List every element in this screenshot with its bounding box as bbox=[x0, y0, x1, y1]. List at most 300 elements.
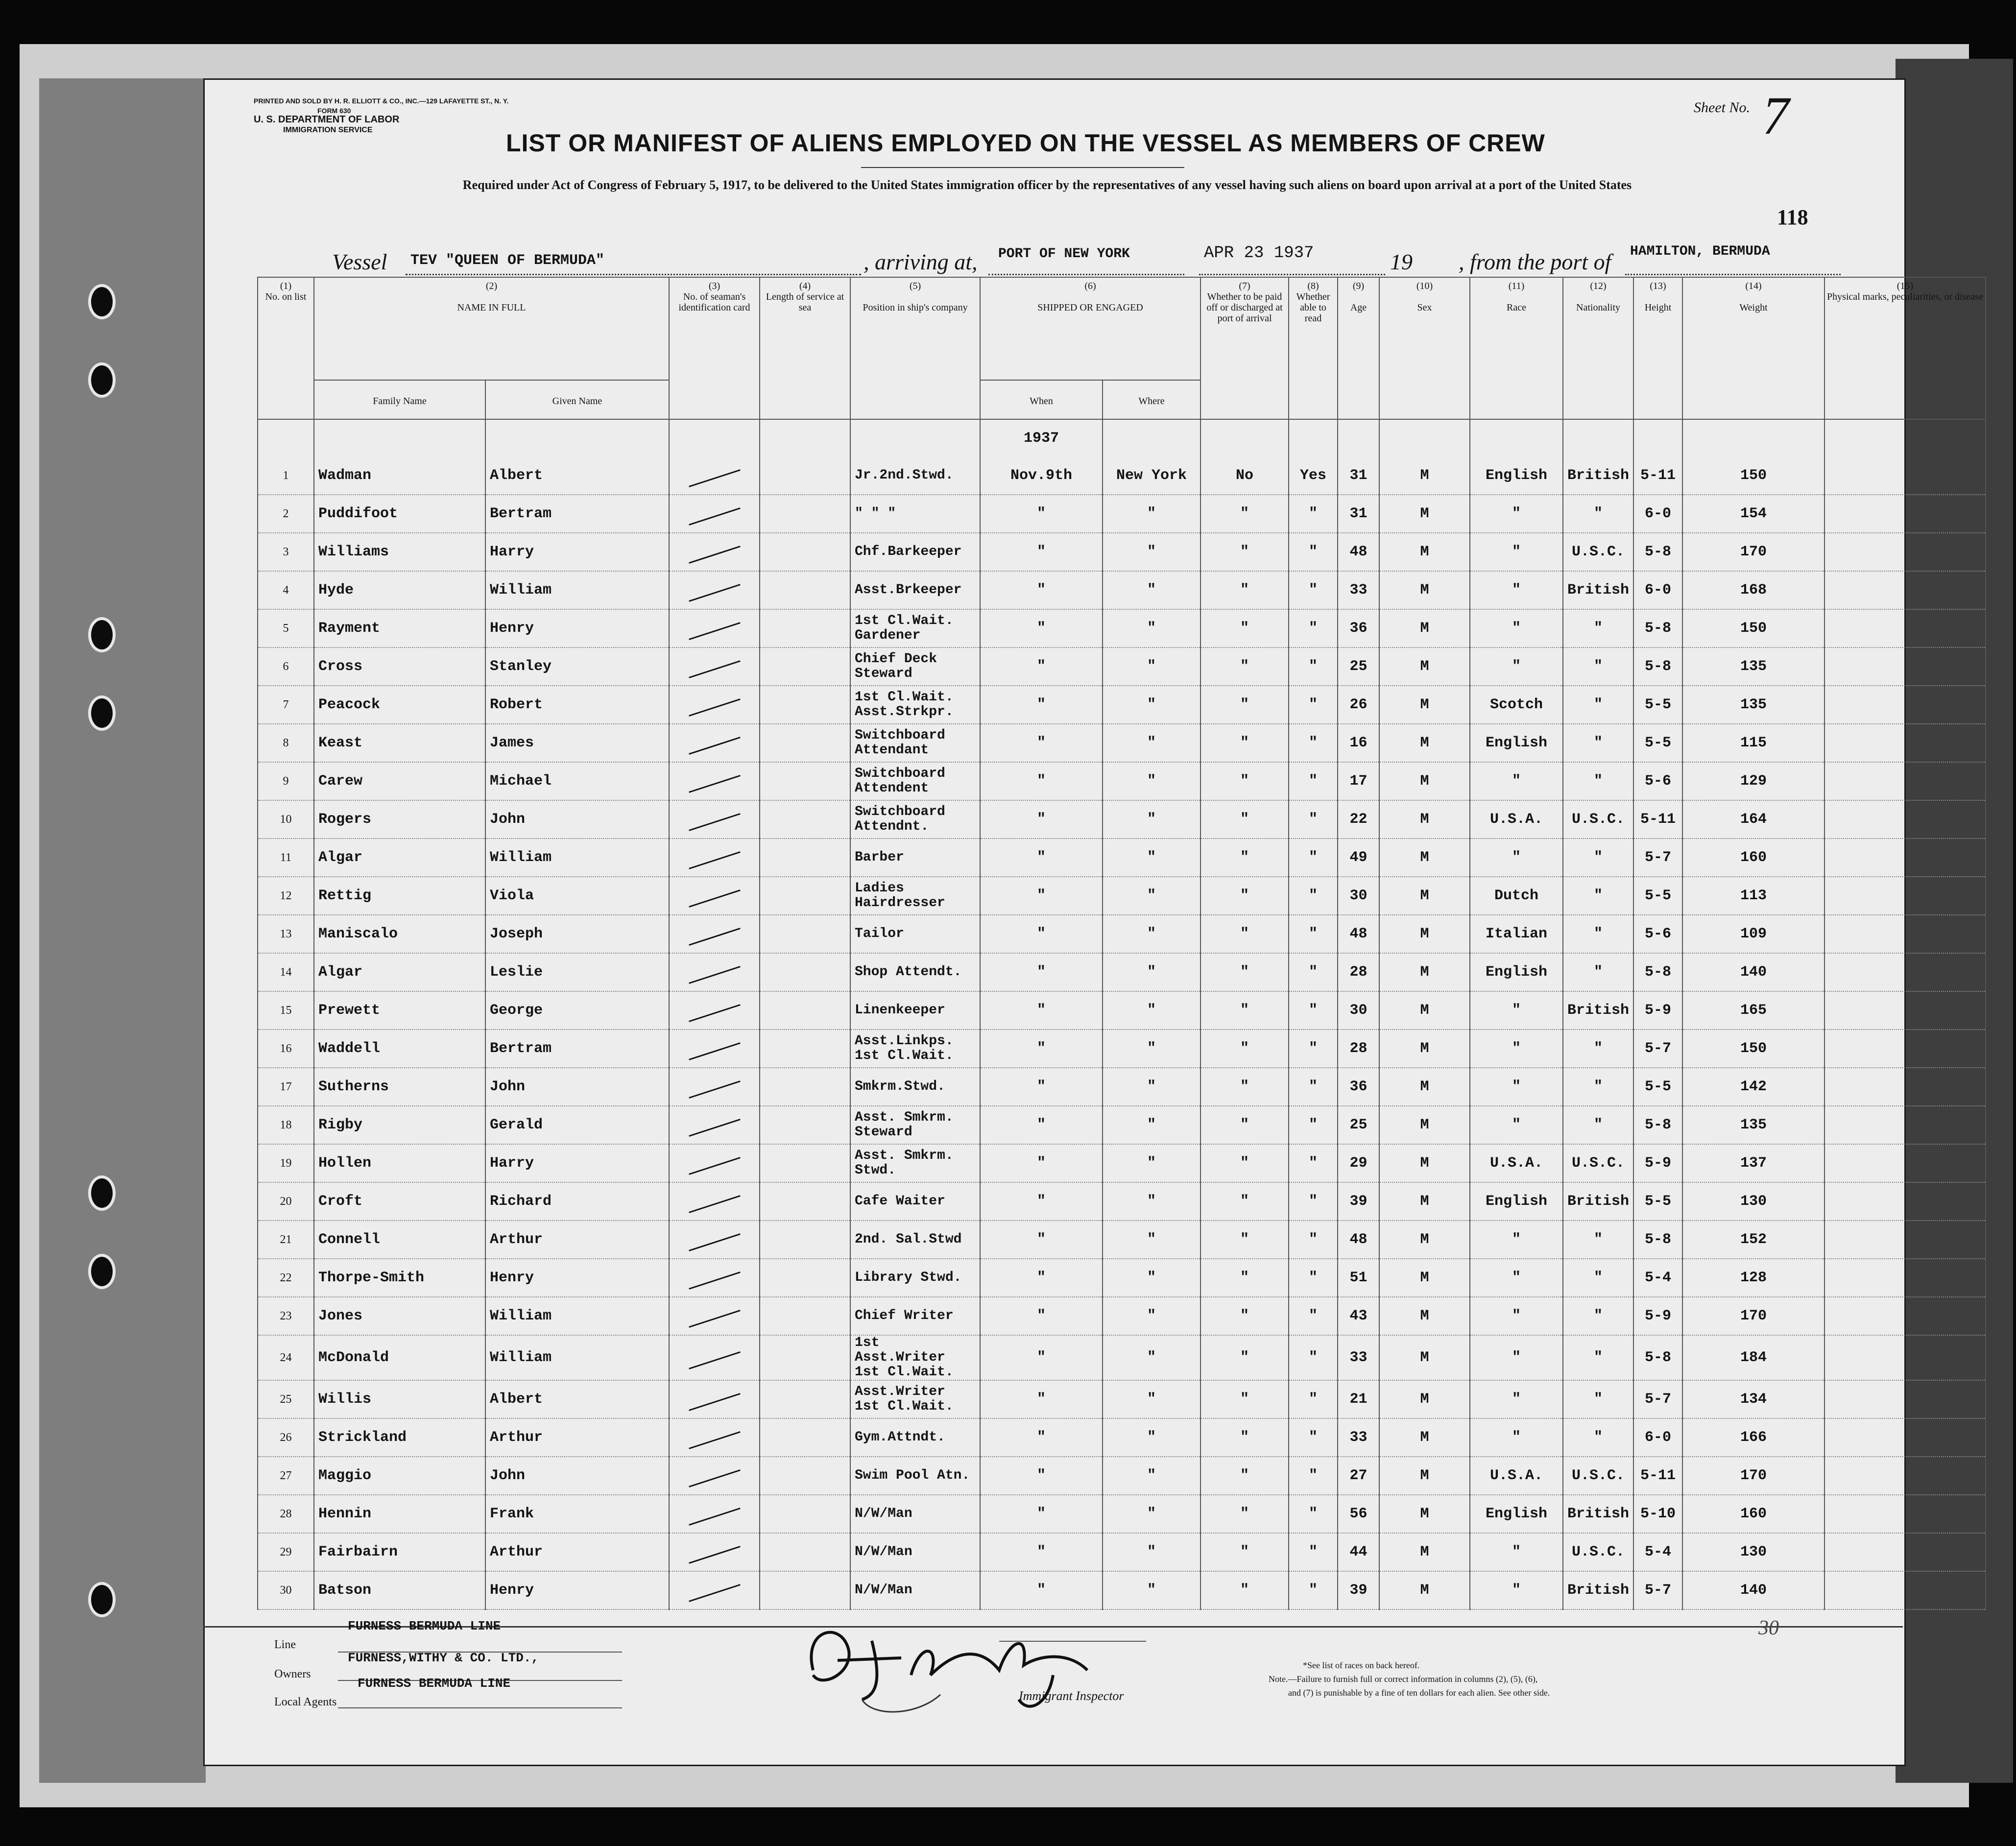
position: Swim Pool Atn. bbox=[850, 1457, 980, 1495]
sex: M bbox=[1379, 1221, 1470, 1259]
age: 48 bbox=[1338, 533, 1379, 571]
id-card-mark bbox=[669, 495, 760, 533]
nationality: " bbox=[1563, 686, 1633, 724]
row-number: 20 bbox=[258, 1182, 314, 1221]
stamp-number: 118 bbox=[1777, 205, 1808, 229]
service-length bbox=[760, 1221, 850, 1259]
position: Gym.Attndt. bbox=[850, 1418, 980, 1457]
service-length bbox=[760, 800, 850, 839]
paid-off: " bbox=[1200, 915, 1289, 953]
check-stroke bbox=[689, 889, 741, 908]
col-position-header: (5) Position in ship's company bbox=[850, 277, 980, 419]
table-row bbox=[258, 724, 1986, 762]
race: English bbox=[1470, 953, 1563, 991]
shipped-where: " bbox=[1103, 1380, 1200, 1418]
shipped-when: " bbox=[980, 1259, 1103, 1297]
crew-rows bbox=[258, 419, 1986, 1609]
nationality: British bbox=[1563, 457, 1633, 495]
nationality: British bbox=[1563, 1182, 1633, 1221]
shipped-when: " bbox=[980, 571, 1103, 609]
age: 36 bbox=[1338, 609, 1379, 647]
given-name: George bbox=[485, 991, 669, 1030]
weight: 140 bbox=[1682, 953, 1824, 991]
weight: 170 bbox=[1682, 1297, 1824, 1335]
race: " bbox=[1470, 1297, 1563, 1335]
id-card-mark bbox=[669, 1418, 760, 1457]
physical-marks bbox=[1824, 533, 1986, 571]
age: 39 bbox=[1338, 1571, 1379, 1609]
service-length bbox=[760, 1380, 850, 1418]
height: 5-5 bbox=[1633, 1068, 1682, 1106]
shipped-where: " bbox=[1103, 1335, 1200, 1380]
check-stroke bbox=[689, 1195, 741, 1213]
paid-off: " bbox=[1200, 1259, 1289, 1297]
id-card-mark bbox=[669, 915, 760, 953]
paid-off: " bbox=[1200, 991, 1289, 1030]
able-to-read: " bbox=[1289, 1495, 1338, 1533]
service-length bbox=[760, 609, 850, 647]
service-length bbox=[760, 1335, 850, 1380]
physical-marks bbox=[1824, 724, 1986, 762]
service-length bbox=[760, 647, 850, 686]
race: Dutch bbox=[1470, 877, 1563, 915]
able-to-read: " bbox=[1289, 1418, 1338, 1457]
able-to-read: " bbox=[1289, 1106, 1338, 1144]
check-stroke bbox=[689, 737, 741, 755]
shipped-where: " bbox=[1103, 953, 1200, 991]
family-name: Carew bbox=[314, 762, 485, 800]
row-number: 25 bbox=[258, 1380, 314, 1418]
arrival-date: APR 23 1937 bbox=[1204, 244, 1314, 263]
age: 28 bbox=[1338, 1030, 1379, 1068]
able-to-read: " bbox=[1289, 1182, 1338, 1221]
physical-marks bbox=[1824, 915, 1986, 953]
row-number: 28 bbox=[258, 1495, 314, 1533]
weight: 160 bbox=[1682, 839, 1824, 877]
physical-marks bbox=[1824, 609, 1986, 647]
nationality: " bbox=[1563, 1030, 1633, 1068]
table-row bbox=[258, 647, 1986, 686]
arriving-label: , arriving at, bbox=[864, 249, 978, 274]
family-name: Willis bbox=[314, 1380, 485, 1418]
service-length bbox=[760, 1457, 850, 1495]
id-card-mark bbox=[669, 1068, 760, 1106]
id-card-mark bbox=[669, 1571, 760, 1609]
able-to-read: " bbox=[1289, 1457, 1338, 1495]
weight: 135 bbox=[1682, 1106, 1824, 1144]
check-stroke bbox=[689, 622, 741, 640]
table-row bbox=[258, 686, 1986, 724]
from-port: HAMILTON, BERMUDA bbox=[1630, 244, 1770, 259]
weight: 184 bbox=[1682, 1335, 1824, 1380]
col-when-header: When bbox=[980, 380, 1103, 419]
given-name: Bertram bbox=[485, 1030, 669, 1068]
paid-off: No bbox=[1200, 457, 1289, 495]
table-row bbox=[258, 1495, 1986, 1533]
physical-marks bbox=[1824, 1457, 1986, 1495]
nationality: " bbox=[1563, 1221, 1633, 1259]
paid-off: " bbox=[1200, 800, 1289, 839]
physical-marks bbox=[1824, 1068, 1986, 1106]
col-height-header: (13) Height bbox=[1633, 277, 1682, 419]
sex: M bbox=[1379, 1457, 1470, 1495]
nationality: U.S.C. bbox=[1563, 1457, 1633, 1495]
sheet-label: Sheet No. bbox=[1694, 99, 1750, 116]
weight: 165 bbox=[1682, 991, 1824, 1030]
race: " bbox=[1470, 609, 1563, 647]
line-value: FURNESS BERMUDA LINE bbox=[348, 1619, 501, 1633]
able-to-read: " bbox=[1289, 877, 1338, 915]
id-card-mark bbox=[669, 686, 760, 724]
shipped-where: " bbox=[1103, 609, 1200, 647]
service-length bbox=[760, 915, 850, 953]
table-row bbox=[258, 1030, 1986, 1068]
sex: M bbox=[1379, 1259, 1470, 1297]
row-number: 27 bbox=[258, 1457, 314, 1495]
paid-off: " bbox=[1200, 571, 1289, 609]
family-name: Rayment bbox=[314, 609, 485, 647]
shipped-where: " bbox=[1103, 1297, 1200, 1335]
sex: M bbox=[1379, 991, 1470, 1030]
nationality: British bbox=[1563, 1571, 1633, 1609]
race: " bbox=[1470, 647, 1563, 686]
given-name: Henry bbox=[485, 1571, 669, 1609]
check-stroke bbox=[689, 1119, 741, 1137]
punch-hole bbox=[88, 1254, 116, 1289]
id-card-mark bbox=[669, 1533, 760, 1571]
shipped-when: " bbox=[980, 533, 1103, 571]
position: Asst.Linkps. 1st Cl.Wait. bbox=[850, 1030, 980, 1068]
table-row bbox=[258, 1418, 1986, 1457]
race: U.S.A. bbox=[1470, 1457, 1563, 1495]
able-to-read: " bbox=[1289, 800, 1338, 839]
sex: M bbox=[1379, 1030, 1470, 1068]
paid-off: " bbox=[1200, 609, 1289, 647]
height: 5-11 bbox=[1633, 457, 1682, 495]
table-row bbox=[258, 1259, 1986, 1297]
able-to-read: " bbox=[1289, 647, 1338, 686]
weight: 113 bbox=[1682, 877, 1824, 915]
arrival-port: PORT OF NEW YORK bbox=[998, 246, 1130, 262]
nationality: " bbox=[1563, 1418, 1633, 1457]
line-label: Line bbox=[274, 1638, 296, 1651]
row-number: 8 bbox=[258, 724, 314, 762]
physical-marks bbox=[1824, 877, 1986, 915]
table-row bbox=[258, 1380, 1986, 1418]
nationality: British bbox=[1563, 571, 1633, 609]
vessel-name: TEV "QUEEN OF BERMUDA" bbox=[410, 252, 605, 269]
shipped-when: " bbox=[980, 1418, 1103, 1457]
shipped-when: " bbox=[980, 1335, 1103, 1380]
shipped-where: " bbox=[1103, 1182, 1200, 1221]
check-stroke bbox=[689, 546, 741, 564]
check-stroke bbox=[689, 1469, 741, 1487]
family-name: Sutherns bbox=[314, 1068, 485, 1106]
paid-off: " bbox=[1200, 1297, 1289, 1335]
race: " bbox=[1470, 1418, 1563, 1457]
table-row bbox=[258, 1571, 1986, 1609]
age: 44 bbox=[1338, 1533, 1379, 1571]
sex: M bbox=[1379, 1297, 1470, 1335]
sex: M bbox=[1379, 686, 1470, 724]
able-to-read: " bbox=[1289, 1144, 1338, 1182]
id-card-mark bbox=[669, 762, 760, 800]
family-name: Algar bbox=[314, 839, 485, 877]
shipped-where: " bbox=[1103, 1457, 1200, 1495]
family-name: Waddell bbox=[314, 1030, 485, 1068]
check-stroke bbox=[689, 928, 741, 946]
sex: M bbox=[1379, 533, 1470, 571]
family-name: Hollen bbox=[314, 1144, 485, 1182]
paid-off: " bbox=[1200, 762, 1289, 800]
shipped-where: " bbox=[1103, 1495, 1200, 1533]
height: 5-5 bbox=[1633, 1182, 1682, 1221]
check-stroke bbox=[689, 469, 741, 487]
height: 5-8 bbox=[1633, 1106, 1682, 1144]
shipped-when: " bbox=[980, 1144, 1103, 1182]
height: 5-8 bbox=[1633, 1335, 1682, 1380]
able-to-read: " bbox=[1289, 724, 1338, 762]
physical-marks bbox=[1824, 495, 1986, 533]
row-number: 23 bbox=[258, 1297, 314, 1335]
height: 5-11 bbox=[1633, 800, 1682, 839]
shipped-where: " bbox=[1103, 1259, 1200, 1297]
weight: 170 bbox=[1682, 1457, 1824, 1495]
table-row bbox=[258, 1182, 1986, 1221]
sex: M bbox=[1379, 877, 1470, 915]
shipped-where: " bbox=[1103, 1533, 1200, 1571]
able-to-read: " bbox=[1289, 762, 1338, 800]
inspector-label: Immigrant Inspector bbox=[1019, 1689, 1124, 1703]
age: 16 bbox=[1338, 724, 1379, 762]
physical-marks bbox=[1824, 457, 1986, 495]
check-stroke bbox=[689, 813, 741, 831]
shipped-when: " bbox=[980, 1068, 1103, 1106]
table-row bbox=[258, 533, 1986, 571]
sex: M bbox=[1379, 839, 1470, 877]
shipped-where: " bbox=[1103, 647, 1200, 686]
table-row bbox=[258, 762, 1986, 800]
height: 5-4 bbox=[1633, 1533, 1682, 1571]
shipped-where: " bbox=[1103, 1418, 1200, 1457]
nationality: " bbox=[1563, 1335, 1633, 1380]
shipped-when: " bbox=[980, 762, 1103, 800]
fine-note-2: and (7) is punishable by a fine of ten dollars for each alien. See other side. bbox=[1288, 1688, 1550, 1698]
nationality: " bbox=[1563, 762, 1633, 800]
form-number: FORM 630 bbox=[317, 107, 351, 115]
service-length bbox=[760, 724, 850, 762]
check-stroke bbox=[689, 966, 741, 984]
given-name: Albert bbox=[485, 457, 669, 495]
paid-off: " bbox=[1200, 533, 1289, 571]
physical-marks bbox=[1824, 800, 1986, 839]
given-name: Arthur bbox=[485, 1418, 669, 1457]
able-to-read: " bbox=[1289, 1380, 1338, 1418]
check-stroke bbox=[689, 1042, 741, 1060]
table-row bbox=[258, 1144, 1986, 1182]
shipped-when: " bbox=[980, 915, 1103, 953]
race: English bbox=[1470, 1495, 1563, 1533]
agents-rule bbox=[338, 1707, 622, 1708]
shipped-when: " bbox=[980, 800, 1103, 839]
race: " bbox=[1470, 762, 1563, 800]
row-number: 6 bbox=[258, 647, 314, 686]
weight: 128 bbox=[1682, 1259, 1824, 1297]
able-to-read: " bbox=[1289, 1259, 1338, 1297]
paid-off: " bbox=[1200, 647, 1289, 686]
check-stroke bbox=[689, 660, 741, 678]
id-card-mark bbox=[669, 953, 760, 991]
family-name: Strickland bbox=[314, 1418, 485, 1457]
nationality: " bbox=[1563, 495, 1633, 533]
id-card-mark bbox=[669, 1495, 760, 1533]
col-given-name-header: Given Name bbox=[485, 380, 669, 419]
nationality: " bbox=[1563, 1068, 1633, 1106]
id-card-mark bbox=[669, 1335, 760, 1380]
shipped-where: " bbox=[1103, 1144, 1200, 1182]
age: 43 bbox=[1338, 1297, 1379, 1335]
col-weight-header: (14) Weight bbox=[1682, 277, 1824, 419]
punch-hole bbox=[88, 1175, 116, 1211]
paid-off: " bbox=[1200, 1068, 1289, 1106]
family-name: Prewett bbox=[314, 991, 485, 1030]
vessel-field-line bbox=[406, 274, 861, 275]
given-name: Albert bbox=[485, 1380, 669, 1418]
table-row bbox=[258, 915, 1986, 953]
physical-marks bbox=[1824, 1182, 1986, 1221]
service-length bbox=[760, 991, 850, 1030]
check-stroke bbox=[689, 584, 741, 602]
height: 5-8 bbox=[1633, 647, 1682, 686]
nationality: U.S.C. bbox=[1563, 533, 1633, 571]
race: " bbox=[1470, 1259, 1563, 1297]
sex: M bbox=[1379, 1335, 1470, 1380]
able-to-read: " bbox=[1289, 1297, 1338, 1335]
able-to-read: " bbox=[1289, 915, 1338, 953]
family-name: Croft bbox=[314, 1182, 485, 1221]
position: Chief Writer bbox=[850, 1297, 980, 1335]
from-field-line bbox=[1625, 274, 1841, 275]
sex: M bbox=[1379, 762, 1470, 800]
position: Switchboard Attendant bbox=[850, 724, 980, 762]
position: Smkrm.Stwd. bbox=[850, 1068, 980, 1106]
physical-marks bbox=[1824, 1495, 1986, 1533]
table-row bbox=[258, 1221, 1986, 1259]
race: " bbox=[1470, 1221, 1563, 1259]
position: N/W/Man bbox=[850, 1571, 980, 1609]
race: English bbox=[1470, 1182, 1563, 1221]
table-row bbox=[258, 839, 1986, 877]
position: 2nd. Sal.Stwd bbox=[850, 1221, 980, 1259]
weight: 140 bbox=[1682, 1571, 1824, 1609]
sex: M bbox=[1379, 609, 1470, 647]
position: 1st Cl.Wait. Asst.Strkpr. bbox=[850, 686, 980, 724]
service-length bbox=[760, 495, 850, 533]
height: 5-7 bbox=[1633, 1030, 1682, 1068]
shipped-when: " bbox=[980, 1106, 1103, 1144]
height: 6-0 bbox=[1633, 1418, 1682, 1457]
shipped-where: " bbox=[1103, 1571, 1200, 1609]
manifest-subtitle: Required under Act of Congress of February 5, 1917, to be delivered to the United States immigration officer by the representatives of any vessel having such aliens on board upon arrival at a port of the United States bbox=[462, 178, 1632, 192]
given-name: Stanley bbox=[485, 647, 669, 686]
height: 5-9 bbox=[1633, 991, 1682, 1030]
able-to-read: " bbox=[1289, 1335, 1338, 1380]
service-length bbox=[760, 1533, 850, 1571]
shipped-where: " bbox=[1103, 991, 1200, 1030]
shipped-where: New York bbox=[1103, 457, 1200, 495]
check-stroke bbox=[689, 1157, 741, 1175]
given-name: Joseph bbox=[485, 915, 669, 953]
col-age-header: (9) Age bbox=[1338, 277, 1379, 419]
able-to-read: " bbox=[1289, 495, 1338, 533]
weight: 130 bbox=[1682, 1533, 1824, 1571]
shipped-when: Nov.9th bbox=[980, 457, 1103, 495]
check-stroke bbox=[689, 851, 741, 869]
race: " bbox=[1470, 1380, 1563, 1418]
table-row bbox=[258, 495, 1986, 533]
shipped-where: " bbox=[1103, 1030, 1200, 1068]
paid-off: " bbox=[1200, 1495, 1289, 1533]
height: 6-0 bbox=[1633, 495, 1682, 533]
physical-marks bbox=[1824, 1221, 1986, 1259]
service-length bbox=[760, 1259, 850, 1297]
agents-value: FURNESS BERMUDA LINE bbox=[358, 1676, 511, 1691]
shipped-where: " bbox=[1103, 839, 1200, 877]
position: 1st Cl.Wait. Gardener bbox=[850, 609, 980, 647]
row-number: 12 bbox=[258, 877, 314, 915]
weight: 168 bbox=[1682, 571, 1824, 609]
shipped-where: " bbox=[1103, 915, 1200, 953]
shipped-where: " bbox=[1103, 495, 1200, 533]
row-number: 24 bbox=[258, 1335, 314, 1380]
paid-off: " bbox=[1200, 1335, 1289, 1380]
given-name: William bbox=[485, 1335, 669, 1380]
owners-label: Owners bbox=[274, 1668, 311, 1680]
weight: 164 bbox=[1682, 800, 1824, 839]
position: Ladies Hairdresser bbox=[850, 877, 980, 915]
row-number: 7 bbox=[258, 686, 314, 724]
position: Switchboard Attendnt. bbox=[850, 800, 980, 839]
id-card-mark bbox=[669, 1259, 760, 1297]
table-row bbox=[258, 1335, 1986, 1380]
able-to-read: " bbox=[1289, 839, 1338, 877]
race: U.S.A. bbox=[1470, 800, 1563, 839]
id-card-mark bbox=[669, 1297, 760, 1335]
service-length bbox=[760, 1418, 850, 1457]
sex: M bbox=[1379, 1418, 1470, 1457]
given-name: Harry bbox=[485, 533, 669, 571]
fine-note-1: Note.—Failure to furnish full or correct information in columns (2), (5), (6), bbox=[1269, 1674, 1538, 1684]
weight: 130 bbox=[1682, 1182, 1824, 1221]
row-number: 9 bbox=[258, 762, 314, 800]
weight: 150 bbox=[1682, 1030, 1824, 1068]
service-length bbox=[760, 457, 850, 495]
nationality: British bbox=[1563, 991, 1633, 1030]
id-card-mark bbox=[669, 457, 760, 495]
given-name: Arthur bbox=[485, 1221, 669, 1259]
sex: M bbox=[1379, 1106, 1470, 1144]
paid-off: " bbox=[1200, 1144, 1289, 1182]
weight: 154 bbox=[1682, 495, 1824, 533]
able-to-read: " bbox=[1289, 991, 1338, 1030]
family-name: Wadman bbox=[314, 457, 485, 495]
shipped-where: " bbox=[1103, 1068, 1200, 1106]
weight: 152 bbox=[1682, 1221, 1824, 1259]
position: Asst. Smkrm. Stwd. bbox=[850, 1144, 980, 1182]
weight: 129 bbox=[1682, 762, 1824, 800]
height: 5-8 bbox=[1633, 953, 1682, 991]
table-row bbox=[258, 953, 1986, 991]
